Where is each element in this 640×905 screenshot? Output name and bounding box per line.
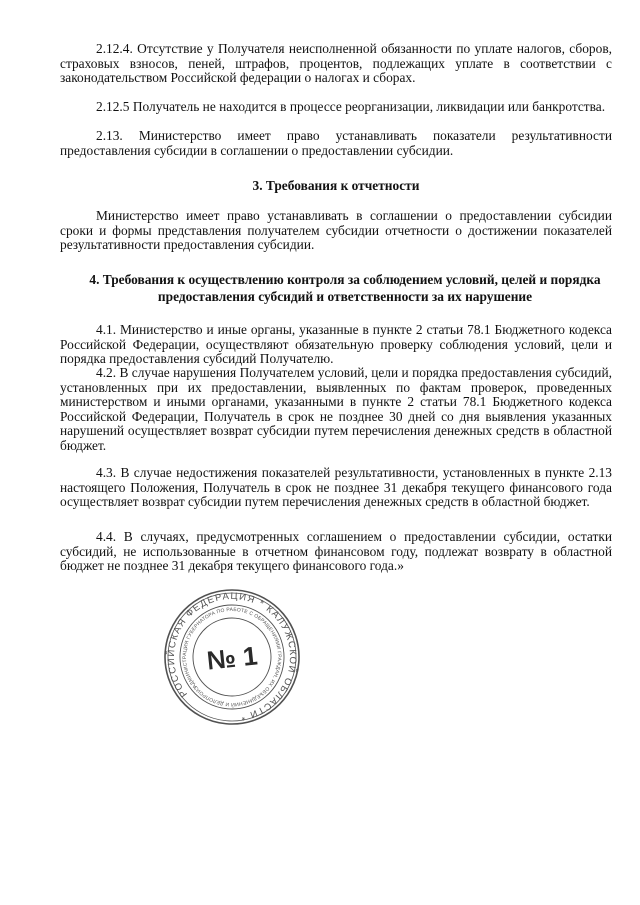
- paragraph-2-12-5: 2.12.5 Получатель не находится в процессе реорганизации, ликвидации или банкротства.: [96, 99, 606, 114]
- official-seal-stamp: [162, 587, 302, 727]
- paragraph-section-3: Министерство имеет право устанавливать в соглашении о предоставлении субсидии сроки и формы представления получателем субсидии отчетности о достижении показателей результативности предоставления субсидии.: [60, 208, 612, 253]
- section-4-heading-line-1: 4. Требования к осуществлению контроля за соблюдением условий, целей и порядка: [89, 272, 601, 287]
- stamp-number: № 1: [205, 640, 259, 676]
- paragraph-4-2: 4.2. В случае нарушения Получателем условий, цели и порядка предоставления субсидий, установленных при их предоставлении, выявленных по фактам проверок, проведенных министерством и иными органами, указанными в пункте 2 статьи 78.1 Бюджетного кодекса Российской Федерации, Получатель в срок не позднее 30 дней со дня выявления указанных нарушений осуществляет возврат субсидии путем перечисления денежных средств в областной бюджет.: [60, 365, 612, 453]
- stamp-outer-text: РОССИЙСКАЯ ФЕДЕРАЦИЯ * КАЛУЖСКОЙ ОБЛАСТИ *: [165, 590, 299, 723]
- paragraph-2-12-4: 2.12.4. Отсутствие у Получателя неисполненной обязанности по уплате налогов, сборов, страховых взносов, пеней, штрафов, процентов, подлежащих уплате в соответствии с законодательством Российской федерации о налогах и сборах.: [60, 41, 612, 86]
- paragraph-4-1: 4.1. Министерство и иные органы, указанные в пункте 2 статьи 78.1 Бюджетного кодекса Российской Федерации, осуществляют обязательную проверку соблюдения условий, цели и порядка предоставления субсидий Получателю.: [60, 322, 612, 367]
- paragraph-2-13: 2.13. Министерство имеет право устанавливать показатели результативности предоставления субсидии в соглашении о предоставлении субсидии.: [60, 128, 612, 158]
- paragraph-4-3: 4.3. В случае недостижения показателей результативности, установленных в пункте 2.13 настоящего Положения, Получатель в срок не позднее 31 декабря текущего финансового года осуществляет возврат субсидии путем перечисления денежных средств в областной бюджет.: [60, 465, 612, 510]
- paragraph-4-4: 4.4. В случаях, предусмотренных соглашением о предоставлении субсидии, остатки субсидий, не использованные в отчетном финансовом году, подлежат возврату в областной бюджет не позднее 31 декабря текущего финансового года.»: [60, 529, 612, 574]
- section-4-heading-line-2: предоставления субсидий и ответственности за их нарушение: [157, 289, 533, 304]
- stamp-inner-text: АДМИНИСТРАЦИЯ ГУБЕРНАТОРА ПО РАБОТЕ С ОБРАЩЕНИЯМИ ГРАЖДАН, ИХ ОБЪЕДИНЕНИЙ И ДЕЛОПРОИЗВОДСТВУ: [181, 606, 283, 708]
- section-3-heading: 3. Требования к отчетности: [252, 178, 420, 193]
